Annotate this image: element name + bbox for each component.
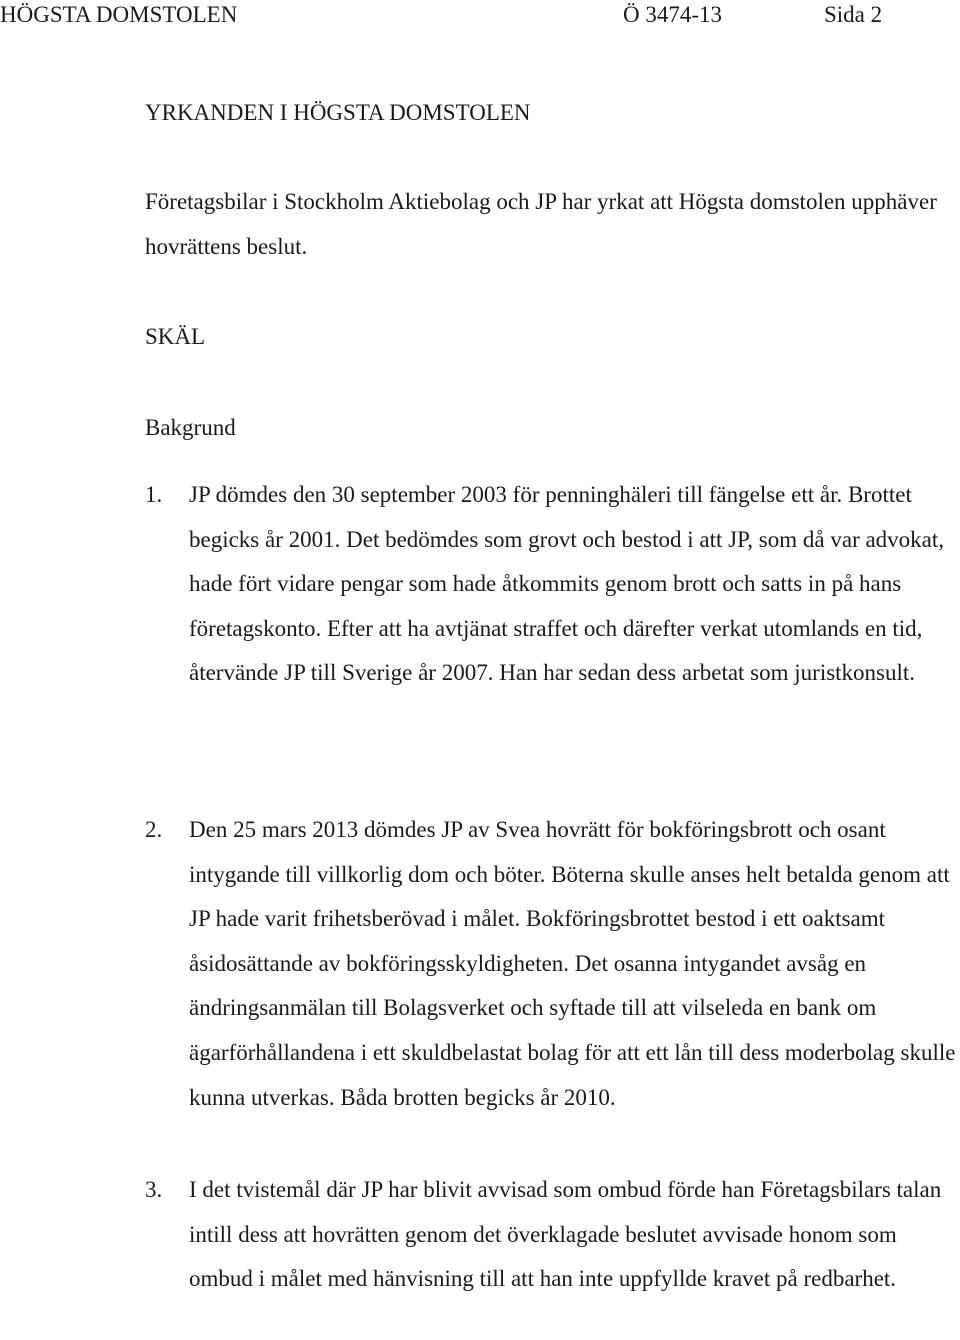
case-number: Ö 3474-13 [623, 2, 723, 27]
paragraph-number: 1. [145, 482, 163, 507]
claims-paragraph: Företagsbilar i Stockholm Aktiebolag och JP har yrkat att Högsta domstolen upphäver hovrättens beslut. [145, 189, 937, 259]
paragraph-number: 3. [145, 1177, 163, 1202]
page-number: Sida 2 [824, 2, 883, 27]
reasons-heading: SKÄL [145, 324, 206, 349]
paragraph-number: 2. [145, 817, 163, 842]
numbered-paragraph-2 [145, 808, 957, 1120]
paragraph-text: Den 25 mars 2013 dömdes JP av Svea hovrätt för bokföringsbrott och osant intygande till villkorlig dom och böter. Böterna skulle anses helt betalda genom att JP hade varit frihetsberövad i målet. Bokföringsbrottet bestod i ett oaktsamt åsidosättande av bokföringsskyldigheten. Det osanna intygandet avsåg en ändringsanmälan till Bolagsverket och syftade till att vilseleda en bank om ägarförhållandena i ett skuldbelastat bolag för att ett lån till dess moderbolag skulle kunna utverkas. Båda brotten begicks år 2010. [189, 817, 956, 1110]
background-heading: Bakgrund [145, 415, 236, 440]
claims-heading: YRKANDEN I HÖGSTA DOMSTOLEN [145, 100, 531, 125]
court-name: HÖGSTA DOMSTOLEN [0, 2, 238, 27]
paragraph-text: JP dömdes den 30 september 2003 för penninghäleri till fängelse ett år. Brottet begicks år 2001. Det bedömdes som grovt och bestod i att JP, som då var advokat, hade fört vidare pengar som hade åtkommits genom brott och satts in på hans företagskonto. Efter att ha avtjänat straffet och därefter verkat utomlands en tid, återvände JP till Sverige år 2007. Han har sedan dess arbetat som juristkonsult. [189, 482, 945, 686]
numbered-paragraph-1 [145, 473, 957, 696]
page-header [0, 2, 960, 32]
numbered-paragraph-3 [145, 1168, 957, 1302]
paragraph-text: I det tvistemål där JP har blivit avvisad som ombud förde han Företagsbilars talan intill dess att hovrätten genom det överklagade beslutet avvisade honom som ombud i målet med hänvisning till att han inte uppfyllde kravet på redbarhet. [189, 1177, 942, 1292]
